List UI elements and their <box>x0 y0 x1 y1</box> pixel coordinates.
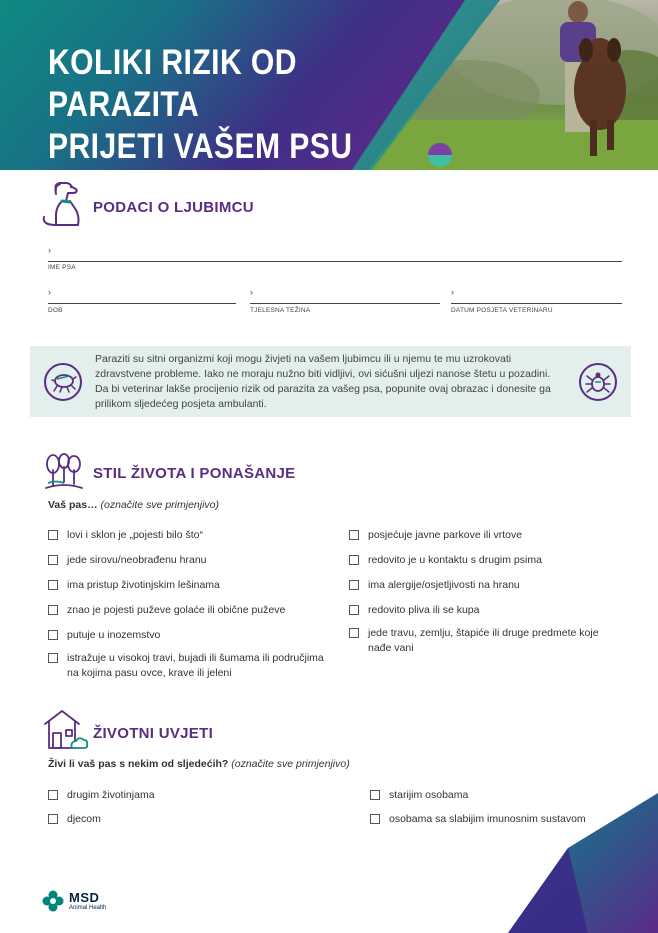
checkbox-item[interactable] <box>349 578 624 593</box>
checkbox-item[interactable] <box>48 788 338 803</box>
checkbox-label: ima pristup životinjskim lešinama <box>67 579 220 591</box>
checkbox-label: lovi i sklon je „pojesti bilo što“ <box>67 529 203 541</box>
checkbox-label: jede sirovu/neobrađenu hranu <box>67 554 207 566</box>
msd-logo-mark-icon <box>42 890 64 912</box>
checkbox[interactable] <box>48 630 58 640</box>
checkbox[interactable] <box>370 814 380 824</box>
checkbox[interactable] <box>349 605 359 615</box>
checkbox[interactable] <box>48 605 58 615</box>
checkbox-label: jede travu, zemlju, štapiće ili druge predmete koje nađe vani <box>368 627 599 654</box>
checkbox[interactable] <box>349 580 359 590</box>
checkbox-item[interactable] <box>48 578 338 593</box>
chevron-right-icon: › <box>48 245 51 255</box>
checkbox-item[interactable] <box>349 603 624 618</box>
checkbox-item[interactable] <box>349 626 624 656</box>
checkbox[interactable] <box>48 580 58 590</box>
checkbox[interactable] <box>48 530 58 540</box>
house-icon <box>42 708 88 752</box>
checkbox-label: redovito pliva ili se kupa <box>368 604 480 616</box>
living-prompt-bold: Živi li vaš pas s nekim od sljedećih? <box>48 758 229 770</box>
brand-name: MSD <box>69 889 100 905</box>
checkbox[interactable] <box>349 530 359 540</box>
flea-icon <box>43 362 83 402</box>
footer-gradient-triangle <box>508 793 658 933</box>
weight-label: TJELESNA TEŽINA <box>250 307 311 314</box>
dog-name-field[interactable] <box>48 245 622 262</box>
checkbox-item[interactable] <box>349 528 624 543</box>
checkbox-item[interactable] <box>349 553 624 568</box>
checkbox-label: osobama sa slabijim imunosnim sustavom <box>389 813 586 825</box>
dog-name-label: IME PSA <box>48 264 76 271</box>
page-title-line1: KOLIKI RIZIK OD PARAZITA <box>48 43 297 124</box>
page-title-line2: PRIJETI VAŠEM PSU <box>48 127 353 166</box>
chevron-right-icon: › <box>48 287 51 297</box>
weight-field[interactable] <box>250 287 440 304</box>
visit-date-label: DATUM POSJETA VETERINARU <box>451 307 553 314</box>
checkbox-label: posjećuje javne parkove ili vrtove <box>368 529 523 541</box>
visit-date-field[interactable] <box>451 287 622 304</box>
checkbox-item[interactable] <box>48 528 338 543</box>
checkbox-label: starijim osobama <box>389 789 469 801</box>
checkbox-label: putuje u inozemstvo <box>67 629 161 641</box>
dog-icon <box>38 180 84 230</box>
checkbox[interactable] <box>48 814 58 824</box>
header-banner <box>0 0 658 170</box>
age-field[interactable] <box>48 287 236 304</box>
tick-icon <box>578 362 618 402</box>
page-title <box>48 42 375 168</box>
checkbox-label: znao je pojesti puževe golaće ili obične puževe <box>67 604 286 616</box>
lifestyle-prompt-italic: (označite sve primjenjivo) <box>97 499 220 511</box>
info-text: Paraziti su sitni organizmi koji mogu živjeti na vašem ljubimcu ili u njemu te mu uzrokovati zdravstvene probleme. Iako ne moraju nužno biti vidljivi, ovi sićušni uljezi nanose štetu u pozadini. Da bi veterinar lakše procijenio rizik od parazita za vašeg psa, popunite ovaj obrazac i donesite ga prilikom sljedećeg posjeta ambulanti. <box>95 353 551 410</box>
checkbox[interactable] <box>48 653 58 663</box>
checkbox-label: djecom <box>67 813 101 825</box>
pet-data-heading: PODACI O LJUBIMCU <box>93 199 254 216</box>
trees-icon <box>42 452 84 492</box>
lifestyle-prompt <box>48 499 219 511</box>
checkbox-item[interactable] <box>48 603 338 618</box>
living-prompt-italic: (označite sve primjenjivo) <box>228 758 350 770</box>
checkbox-label: ima alergije/osjetljivosti na hranu <box>368 579 520 591</box>
living-heading: ŽIVOTNI UVJETI <box>93 725 214 742</box>
checkbox[interactable] <box>48 790 58 800</box>
checkbox-item[interactable] <box>48 553 338 568</box>
checkbox[interactable] <box>349 555 359 565</box>
checkbox[interactable] <box>370 790 380 800</box>
chevron-right-icon: › <box>250 287 253 297</box>
lifestyle-heading: STIL ŽIVOTA I PONAŠANJE <box>93 465 296 482</box>
msd-logo <box>42 890 106 912</box>
age-label: DOB <box>48 307 63 314</box>
brand-subtitle: Animal Health <box>69 904 107 911</box>
lifestyle-prompt-bold: Vaš pas… <box>48 499 98 511</box>
checkbox-item[interactable] <box>48 812 338 827</box>
checkbox-item[interactable] <box>48 651 338 681</box>
checkbox-label: drugim životinjama <box>67 789 155 801</box>
checkbox-label: istražuje u visokoj travi, bujadi ili šumama ili područjima na kojima pasu ovce, krave ili jeleni <box>67 652 324 679</box>
chevron-right-icon: › <box>451 287 454 297</box>
checkbox[interactable] <box>48 555 58 565</box>
living-prompt <box>48 758 350 770</box>
checkbox[interactable] <box>349 628 359 638</box>
checkbox-label: redovito je u kontaktu s drugim psima <box>368 554 542 566</box>
checkbox-item[interactable] <box>48 628 338 643</box>
